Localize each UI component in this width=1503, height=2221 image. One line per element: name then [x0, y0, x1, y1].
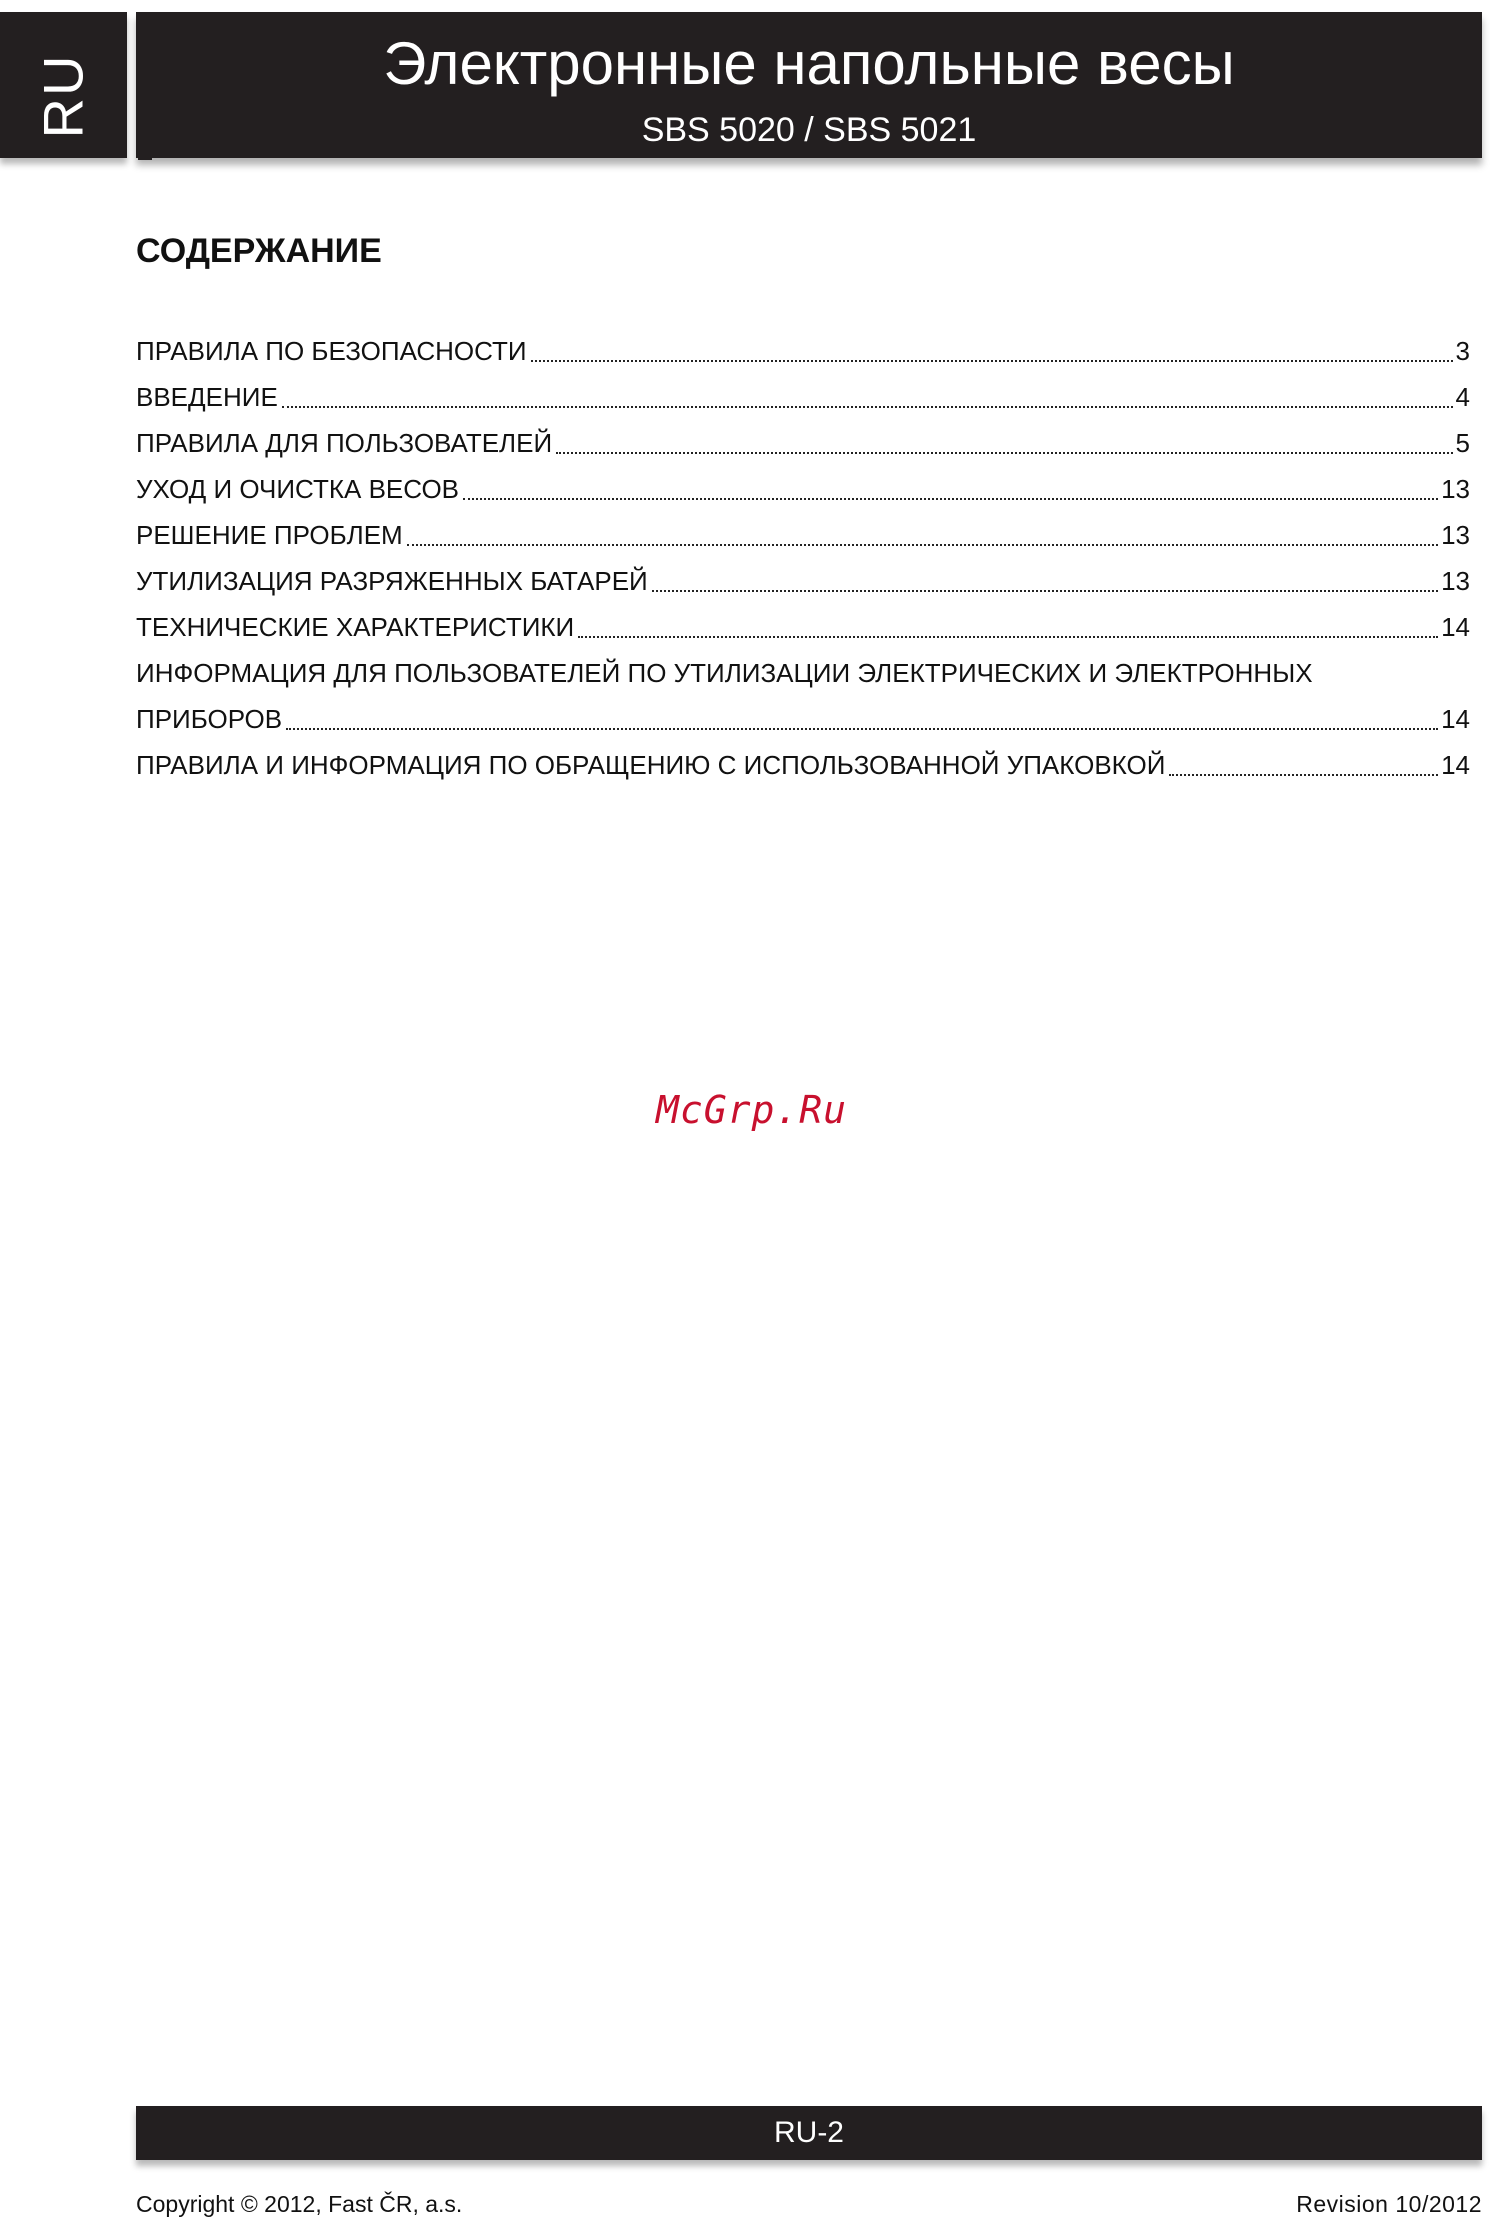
toc-item-page: 13 [1441, 474, 1470, 504]
toc-item-label: ПРАВИЛА И ИНФОРМАЦИЯ ПО ОБРАЩЕНИЮ С ИСПОЛЬЗОВАННОЙ УПАКОВКОЙ [136, 750, 1166, 780]
page-number: RU-2 [773, 2116, 844, 2149]
toc-leader-dots [407, 544, 1438, 546]
table-of-contents [136, 328, 1470, 788]
toc-heading: СОДЕРЖАНИЕ [136, 232, 382, 270]
toc-item-label: ПРАВИЛА ДЛЯ ПОЛЬЗОВАТЕЛЕЙ [136, 428, 553, 458]
toc-item-care-cleaning[interactable] [136, 466, 1470, 512]
toc-leader-dots [1169, 774, 1438, 776]
toc-item-label: УХОД И ОЧИСТКА ВЕСОВ [136, 474, 460, 504]
toc-item-user-rules[interactable] [136, 420, 1470, 466]
toc-leader-dots [531, 360, 1453, 362]
toc-leader-dots [282, 406, 1453, 408]
watermark: McGrp.Ru [655, 1088, 848, 1132]
toc-item-specifications[interactable] [136, 604, 1470, 650]
toc-item-label: ПРАВИЛА ПО БЕЗОПАСНОСТИ [136, 336, 527, 366]
header-divider-mark [138, 158, 152, 160]
toc-leader-dots [463, 498, 1438, 500]
toc-item-troubleshooting[interactable] [136, 512, 1470, 558]
toc-leader-dots [556, 452, 1452, 454]
toc-leader-dots [578, 636, 1438, 638]
toc-item-introduction[interactable] [136, 374, 1470, 420]
header-bar [136, 12, 1482, 158]
toc-item-page: 14 [1441, 704, 1470, 734]
toc-item-packaging[interactable] [136, 742, 1470, 788]
language-code: RU [31, 53, 95, 139]
toc-item-page: 13 [1441, 520, 1470, 550]
toc-leader-dots [286, 728, 1438, 730]
toc-item-label-line1: ИНФОРМАЦИЯ ДЛЯ ПОЛЬЗОВАТЕЛЕЙ ПО УТИЛИЗАЦИИ ЭЛЕКТРИЧЕСКИХ И ЭЛЕКТРОННЫХ [136, 658, 1313, 688]
toc-item-safety[interactable] [136, 328, 1470, 374]
toc-leader-dots [652, 590, 1438, 592]
toc-item-page: 13 [1441, 566, 1470, 596]
revision-text: Revision 10/2012 [1296, 2191, 1482, 2217]
toc-item-battery-disposal[interactable] [136, 558, 1470, 604]
toc-item-page: 4 [1455, 382, 1470, 412]
toc-item-page: 14 [1441, 750, 1470, 780]
toc-item-label: ПРИБОРОВ [136, 704, 283, 734]
toc-item-label: РЕШЕНИЕ ПРОБЛЕМ [136, 520, 403, 550]
toc-item-page: 14 [1441, 612, 1470, 642]
toc-item-label: ТЕХНИЧЕСКИЕ ХАРАКТЕРИСТИКИ [136, 612, 575, 642]
copyright-text: Copyright © 2012, Fast ČR, a.s. [136, 2191, 463, 2217]
footer-bar [136, 2106, 1482, 2160]
document-title: Электронные напольные весы [383, 30, 1235, 97]
toc-item-page: 3 [1455, 336, 1470, 366]
language-tab [0, 12, 127, 158]
toc-item-label: ВВЕДЕНИЕ [136, 382, 278, 412]
toc-item-page: 5 [1455, 428, 1470, 458]
toc-item-weee-disposal[interactable] [136, 650, 1470, 742]
toc-item-label: УТИЛИЗАЦИЯ РАЗРЯЖЕННЫХ БАТАРЕЙ [136, 566, 648, 596]
model-subtitle: SBS 5020 / SBS 5021 [641, 111, 977, 149]
